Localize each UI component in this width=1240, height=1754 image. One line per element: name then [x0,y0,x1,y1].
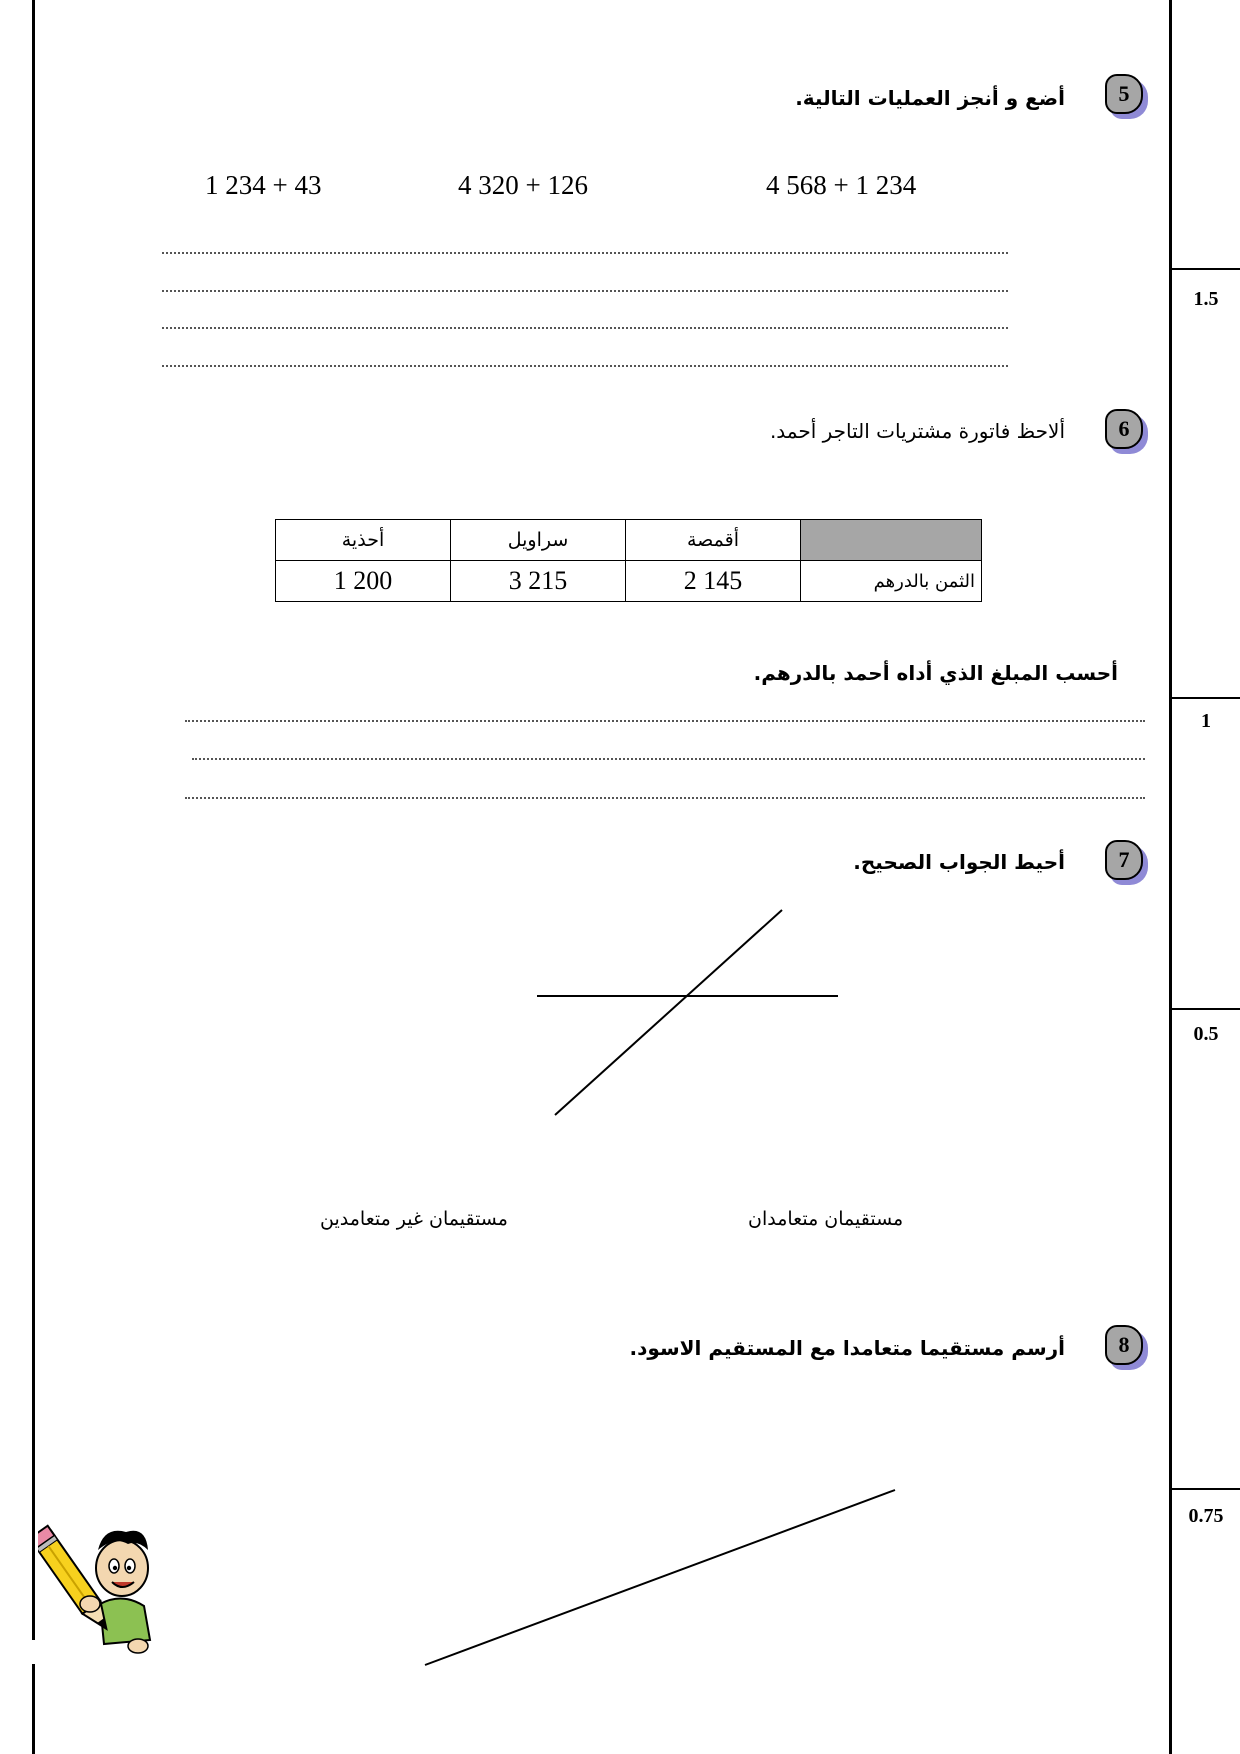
question-number: 7 [1105,840,1143,880]
choice-not-perpendicular[interactable]: مستقيمان غير متعامدين [320,1208,508,1230]
q6-question: أحسب المبلغ الذي أداه أحمد بالدرهم. [753,661,1118,685]
q8-instruction: أرسم مستقيما متعامدا مع المستقيم الاسود. [629,1336,1065,1360]
operation: 4 320 + 126 [458,170,588,200]
score-q7: 0.5 [1193,1023,1219,1045]
table-header-cell: أحذية [276,520,451,561]
table-cell: 3 215 [451,561,626,602]
q6-instruction: ألاحظ فاتورة مشتريات التاجر أحمد. [769,419,1065,443]
question-number: 5 [1105,74,1143,114]
table-header-cell: أقمصة [626,520,801,561]
score-q5: 1.5 [1193,288,1219,310]
table-row-label: الثمن بالدرهم [801,561,982,602]
q5-instruction: أضع و أنجز العمليات التالية. [795,86,1065,110]
question-number: 8 [1105,1325,1143,1365]
operation: 1 234 + 43 [205,170,322,200]
choice-perpendicular[interactable]: مستقيمان متعامدان [748,1208,904,1230]
table-cell: 1 200 [276,561,451,602]
oblique-line [555,910,782,1115]
boy-with-pencil-icon [38,1520,164,1664]
table-cell: 2 145 [626,561,801,602]
score-q8: 0.75 [1188,1505,1224,1527]
q7-instruction: أحيط الجواب الصحيح. [853,850,1065,874]
black-line [425,1490,895,1665]
question-number: 6 [1105,409,1143,449]
score-q6: 1 [1201,710,1211,732]
operation: 4 568 + 1 234 [766,170,917,200]
table-header-cell: سراويل [451,520,626,561]
